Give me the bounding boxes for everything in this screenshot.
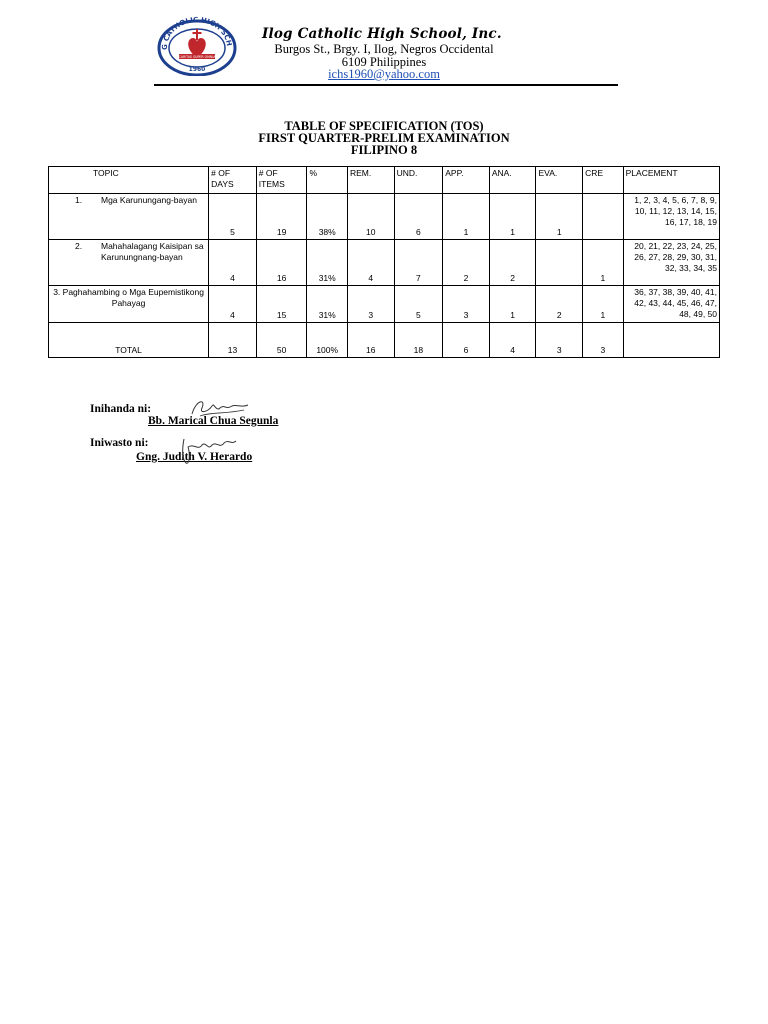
- app-cell: 1: [443, 194, 490, 240]
- table-row: [49, 286, 720, 323]
- total-cre: 3: [583, 323, 624, 358]
- total-app: 6: [443, 323, 490, 358]
- exam-title: FIRST QUARTER-PRELIM EXAMINATION: [258, 131, 510, 145]
- cre-cell: [583, 194, 624, 240]
- eva-cell: [536, 240, 583, 286]
- header-rem: REM.: [347, 167, 394, 194]
- header-und: UND.: [394, 167, 443, 194]
- ana-cell: 2: [489, 240, 536, 286]
- seal-motto: CARITAS SUPER OMNIA: [178, 55, 216, 59]
- days-cell: 5: [209, 194, 257, 240]
- header-percent: %: [307, 167, 348, 194]
- address-line-1: Burgos St., Brgy. I, Ilog, Negros Occidental: [274, 42, 494, 56]
- checked-by-label: Iniwasto ni:: [90, 437, 149, 449]
- und-cell: 7: [394, 240, 443, 286]
- rem-cell: 4: [347, 240, 394, 286]
- topic-text: Mga Karunungang-bayan: [101, 195, 197, 205]
- table-row: [49, 194, 720, 240]
- prepared-by-signature: [186, 396, 256, 422]
- total-items: 50: [256, 323, 307, 358]
- percent-cell: 38%: [307, 194, 348, 240]
- total-placement: [623, 323, 719, 358]
- und-cell: 6: [394, 194, 443, 240]
- topic-number: 2.: [75, 241, 83, 251]
- app-cell: 2: [443, 240, 490, 286]
- items-cell: 16: [256, 240, 307, 286]
- total-und: 18: [394, 323, 443, 358]
- total-days: 13: [209, 323, 257, 358]
- seal-year: 1960: [188, 66, 206, 73]
- checked-by-name: Gng. Judith V. Herardo: [136, 451, 253, 463]
- rem-cell: 10: [347, 194, 394, 240]
- total-percent: 100%: [307, 323, 348, 358]
- table-header-row: [49, 167, 720, 194]
- ana-cell: 1: [489, 194, 536, 240]
- table-row: [49, 240, 720, 286]
- cre-cell: 1: [583, 240, 624, 286]
- header-app: APP.: [443, 167, 490, 194]
- header-days: # OF DAYS: [209, 167, 257, 194]
- und-cell: 5: [394, 286, 443, 323]
- days-cell: 4: [209, 240, 257, 286]
- app-cell: 3: [443, 286, 490, 323]
- total-rem: 16: [347, 323, 394, 358]
- subject-title: FILIPINO 8: [350, 143, 418, 157]
- placement-cell: 20, 21, 22, 23, 24, 25, 26, 27, 28, 29, 30, 31, 32, 33, 34, 35: [623, 240, 719, 286]
- eva-cell: 2: [536, 286, 583, 323]
- header-placement: PLACEMENT: [623, 167, 719, 194]
- days-cell: 4: [209, 286, 257, 323]
- prepared-by-label: Inihanda ni:: [90, 403, 152, 415]
- placement-cell: 1, 2, 3, 4, 5, 6, 7, 8, 9, 10, 11, 12, 13, 14, 15, 16, 17, 18, 19: [623, 194, 719, 240]
- header-items: # OF ITEMS: [256, 167, 307, 194]
- ana-cell: 1: [489, 286, 536, 323]
- topic-text: Mahahalagang Kaisipan sa Karunungnang-bayan: [101, 241, 204, 262]
- percent-cell: 31%: [307, 286, 348, 323]
- topic-cell: [49, 240, 209, 286]
- header-cre: CRE: [583, 167, 624, 194]
- total-label: TOTAL: [49, 323, 209, 358]
- total-eva: 3: [536, 323, 583, 358]
- topic-number: 3.: [53, 287, 61, 297]
- total-row: [49, 323, 720, 358]
- cre-cell: 1: [583, 286, 624, 323]
- topic-number: 1.: [75, 195, 83, 205]
- placement-cell: 36, 37, 38, 39, 40, 41, 42, 43, 44, 45, 46, 47, 48, 49, 50: [623, 286, 719, 323]
- header-eva: EVA.: [536, 167, 583, 194]
- items-cell: 15: [256, 286, 307, 323]
- tos-table: [48, 166, 720, 358]
- topic-text: Paghahambing o Mga Eupemistikong Pahayag: [62, 287, 204, 308]
- address-line-2: 6109 Philippines: [341, 55, 427, 69]
- email-link[interactable]: ichs1960@yahoo.com: [328, 67, 440, 81]
- doc-title: TABLE OF SPECIFICATION (TOS): [284, 119, 484, 133]
- school-name: Ilog Catholic High School, Inc.: [262, 26, 502, 42]
- seal-ring-text: G CATHOLIC HIGH SCH: [160, 16, 234, 51]
- header-divider: [154, 84, 618, 86]
- items-cell: 19: [256, 194, 307, 240]
- percent-cell: 31%: [307, 240, 348, 286]
- rem-cell: 3: [347, 286, 394, 323]
- topic-cell: [49, 286, 209, 323]
- header-topic: TOPIC: [49, 167, 209, 194]
- header-ana: ANA.: [489, 167, 536, 194]
- topic-cell: [49, 194, 209, 240]
- checked-by-signature: [176, 433, 240, 467]
- total-ana: 4: [489, 323, 536, 358]
- eva-cell: 1: [536, 194, 583, 240]
- prepared-by-name: Bb. Marical Chua Segunla: [148, 415, 279, 427]
